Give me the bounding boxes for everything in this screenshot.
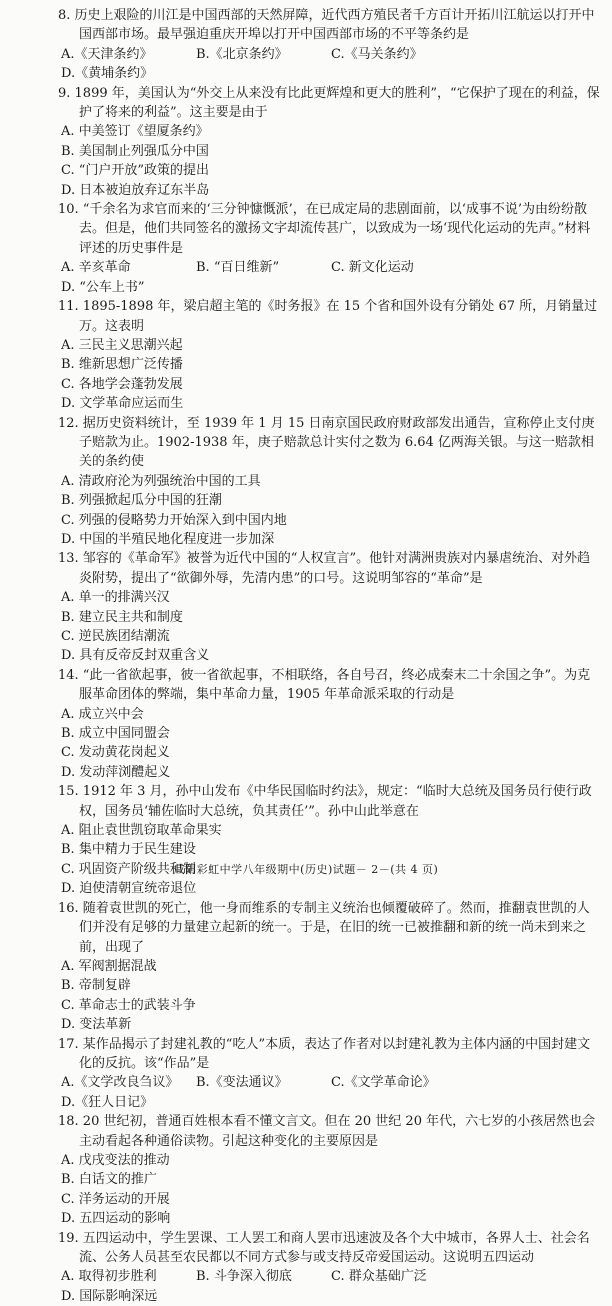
option-group [58, 258, 600, 297]
option-group [58, 122, 600, 200]
answer-option: C. 各地学会蓬勃发展 [61, 376, 183, 392]
question-item [58, 1035, 600, 1113]
answer-option: D.《狂人日记》 [61, 1094, 154, 1110]
question-stem: 8. 历史上艰险的川江是中国西部的天然屏障，近代西方殖民者千方百计开拓川江航运以打开中国西部市场。最早强迫重庆开埠以打开中国西部市场的不平等条约是 [58, 8, 595, 43]
option-group [58, 1267, 600, 1306]
answer-option: D. 文学革命应运而生 [61, 396, 184, 412]
answer-option: A.《天津条约》 [61, 46, 153, 62]
answer-option: A. 三民主义思潮兴起 [61, 337, 183, 353]
answer-option: B. 美国制止列强瓜分中国 [61, 143, 209, 159]
question-item [58, 666, 600, 782]
question-list [58, 6, 600, 1306]
question-item [58, 414, 600, 550]
answer-option: C. 逆民族团结潮流 [61, 629, 170, 644]
question-item [58, 6, 600, 84]
answer-option: B. 成立中国同盟会 [61, 726, 170, 742]
question-stem: 12. 据历史资料统计，至 1939 年 1 月 15 日南京国民政府财政部发出通告，宣称停止支付庚子赔款为止。1902-1938 年，庚子赔款总计实付之数为 6.64 亿两海关银。与这一赔款相关的条约使 [58, 415, 595, 470]
question-item [58, 899, 600, 1035]
answer-option: C.《马关条约》 [331, 46, 423, 62]
answer-option: A. 阻止袁世凯窃取革命果实 [61, 823, 222, 839]
answer-option: A.《文学改良刍议》 [61, 1075, 179, 1091]
question-stem: 14. “此一省欲起事，彼一省欲起事，不相联络，各自号召，终必成秦末二十余国之争”。为克服革命团体的弊端，集中革命力量，1905 年革命派采取的行动是 [58, 667, 591, 703]
answer-option: D. 国际影响深远 [61, 1288, 158, 1304]
answer-option: C. 革命志士的武装斗争 [61, 997, 196, 1013]
answer-option: C. 新文化运动 [331, 260, 414, 276]
answer-option: B.《变法通议》 [196, 1075, 288, 1091]
question-stem: 13. 邹容的《革命军》被誉为近代中国的“人权宣言”。他针对满洲贵族对内暴虐统治、对外趋炎附势，提出了“欲御外辱，先清内患”的口号。这说明邹容的“革命”是 [58, 551, 591, 586]
option-group [58, 1151, 600, 1229]
answer-option: B. 集中精力于民生建设 [61, 842, 196, 858]
answer-option: B. “百日维新” [196, 260, 280, 276]
option-group [58, 1073, 600, 1112]
answer-option: D. 中国的半殖民地化程度进一步加深 [61, 531, 275, 547]
option-group [58, 588, 600, 666]
option-group [58, 957, 600, 1035]
answer-option: B.《北京条约》 [196, 46, 288, 62]
answer-option: A. 成立兴中会 [61, 706, 144, 722]
answer-option: D. 变法革新 [61, 1017, 132, 1033]
answer-option: A. 取得初步胜利 [61, 1269, 157, 1285]
answer-option: A. 辛亥革命 [61, 260, 131, 276]
question-stem: 18. 20 世纪初，普通百姓根本看不懂文言文。但在 20 世纪 20 年代，六七岁的小孩居然也会主动看起各种通俗读物。引起这种变化的主要原因是 [58, 1114, 596, 1149]
answer-option: A. 单一的排满兴汉 [61, 590, 170, 606]
answer-option: A. 戊戌变法的推动 [61, 1152, 170, 1168]
answer-option: C.《文学革命论》 [331, 1075, 436, 1091]
answer-option: A. 军阀割据混战 [61, 958, 157, 974]
question-item [58, 1229, 600, 1306]
option-group [58, 45, 600, 84]
option-group [58, 472, 600, 550]
answer-option: B. 白话文的推广 [61, 1172, 157, 1188]
answer-option: A. 清政府沦为列强统治中国的工具 [61, 473, 261, 489]
answer-option: D. “公车上书” [61, 279, 145, 295]
question-item [58, 200, 600, 297]
question-stem: 17. 某作品揭示了封建礼教的“吃人”本质，表达了作者对以封建礼教为主体内涵的中国封建文化的反抗。该“作品”是 [58, 1036, 591, 1071]
answer-option: C. 群众基础广泛 [331, 1269, 427, 1285]
answer-option: B. 维新思想广泛传播 [61, 357, 183, 373]
answer-option: B. 帝制复辟 [61, 978, 131, 994]
option-group [58, 336, 600, 414]
answer-option: D. 日本被迫放弃辽东半岛 [61, 182, 210, 198]
answer-option: C. 发动黄花岗起义 [61, 745, 170, 761]
answer-option: B. 建立民主共和制度 [61, 609, 183, 625]
answer-option: D. 五四运动的影响 [61, 1211, 171, 1227]
question-stem: 10. “千余名为求官而来的‘三分钟慷慨派’，在已成定局的悲剧面前，以‘成事不说’为由纷纷散去。但是，他们共同签名的激扬文字却流传甚广，以致成为一场‘现代化运动的先声。”材料评述的历史事件是 [58, 202, 591, 256]
question-item [58, 549, 600, 665]
question-stem: 15. 1912 年 3 月，孙中山发布《中华民国临时约法》，规定：“临时大总统及国务员行使行政权，国务员‘辅佐临时大总统，负其责任’”。孙中山此举意在 [58, 784, 592, 819]
answer-option: D. 发动萍浏醴起义 [61, 764, 171, 780]
answer-option: B. 列强掀起瓜分中国的狂潮 [61, 493, 222, 509]
question-item [58, 297, 600, 413]
option-group [58, 705, 600, 783]
answer-option: C. 洋务运动的开展 [61, 1191, 170, 1207]
answer-option: D. 具有反帝反封双重含义 [61, 648, 210, 664]
answer-option: B. 斗争深入彻底 [196, 1269, 292, 1285]
answer-option: D.《黄埔条约》 [61, 66, 154, 82]
answer-option: D. 迫使清朝宣统帝退位 [61, 881, 197, 897]
question-stem: 11. 1895-1898 年，梁启超主笔的《时务报》在 15 个省和国外设有分销处 67 所，月销量过万。这表明 [58, 299, 598, 334]
question-stem: 16. 随着袁世凯的死亡，他一身而维系的专制主义统治也倾覆破碎了。然而，推翻袁世凯的人们并没有足够的力量建立起新的统一。于是，在旧的统一已被推翻和新的统一尚未到来之前，出现了 [58, 900, 590, 955]
question-item [58, 782, 600, 898]
answer-option: C. 巩固资产阶级共和制 [61, 861, 196, 877]
answer-option: C. “门户开放”政策的提出 [61, 163, 210, 179]
page-footer: 咸阳彩虹中学八年级期中(历史)试题－ 2－(共 4 页) [173, 863, 439, 876]
question-stem: 19. 五四运动中，学生罢课、工人罢工和商人罢市迅速波及各个大中城市，各界人士、社会名流、公务人员甚至农民都以不同方式参与或支持反帝爱国运动。这说明五四运动 [58, 1230, 590, 1265]
question-item [58, 84, 600, 200]
question-item [58, 1112, 600, 1228]
answer-option: A. 中美签订《望厦条约》 [61, 124, 209, 140]
answer-option: C. 列强的侵略势力开始深入到中国内地 [61, 512, 287, 528]
question-stem: 9. 1899 年，美国认为“外交上从来没有比此更辉煌和更大的胜利”，“它保护了现在的利益，保护了将来的利益”。这主要是由于 [58, 85, 600, 121]
